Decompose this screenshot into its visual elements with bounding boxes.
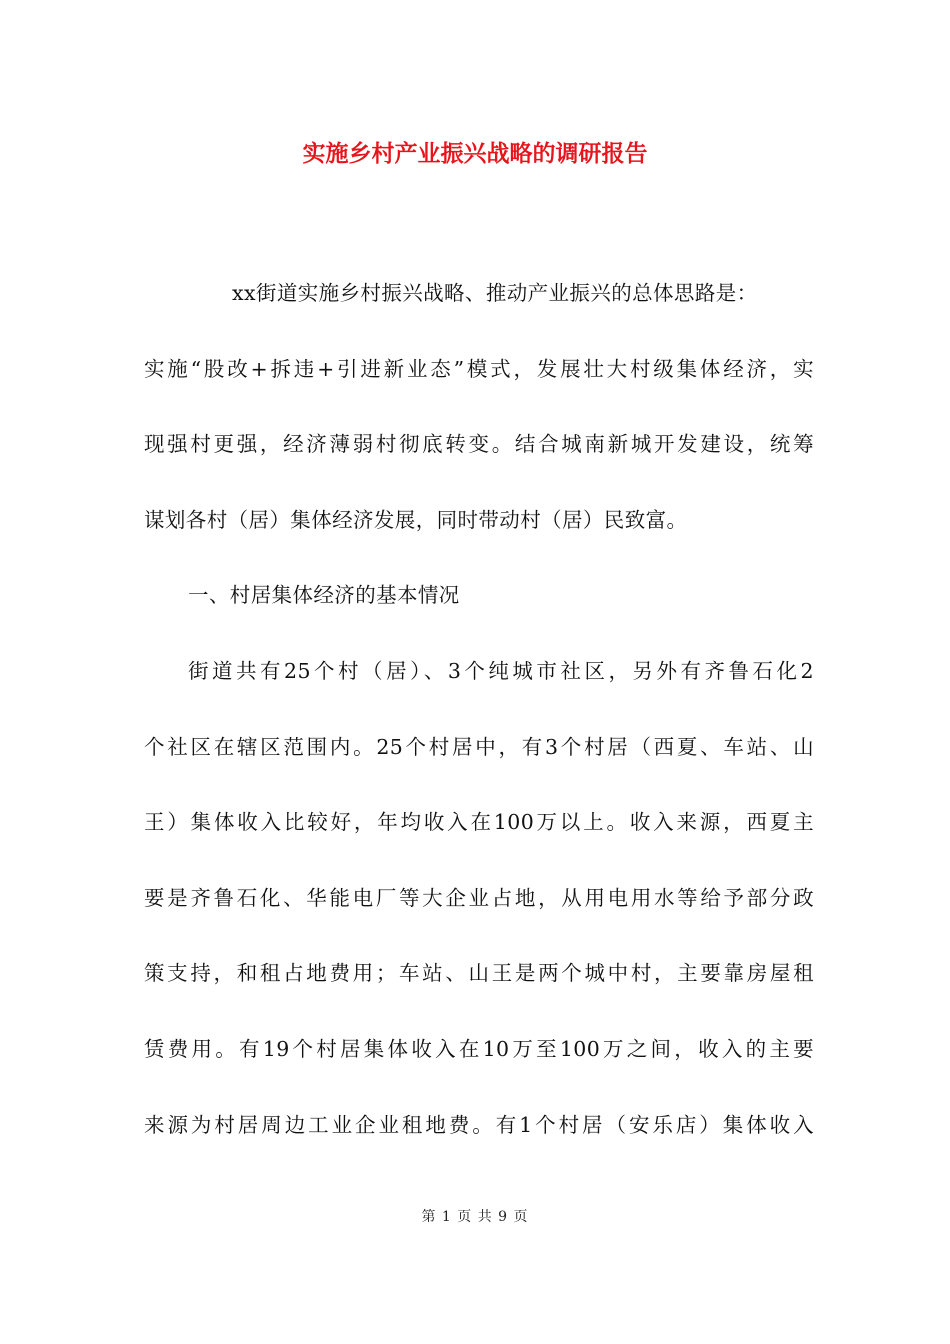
body-line: xx街道实施乡村振兴战略、推动产业振兴的总体思路是： bbox=[232, 281, 758, 305]
body-line: 街道共有25个村（居）、3个纯城市社区，另外有齐鲁石化2 bbox=[188, 658, 814, 683]
body-line: 王）集体收入比较好，年均收入在100万以上。收入来源，西夏主 bbox=[144, 810, 814, 835]
body-line: 现强村更强，经济薄弱村彻底转变。结合城南新城开发建设，统筹 bbox=[144, 432, 814, 457]
section-heading: 一、村居集体经济的基本情况 bbox=[188, 583, 460, 608]
body-line: 要是齐鲁石化、华能电厂等大企业占地，从用电用水等给予部分政 bbox=[144, 885, 814, 910]
body-line: 实施“股改+拆违+引进新业态”模式，发展壮大村级集体经济，实 bbox=[144, 356, 814, 381]
body-line: 个社区在辖区范围内。25个村居中，有3个村居（西夏、车站、山 bbox=[144, 734, 814, 759]
body-line: 来源为村居周边工业企业租地费。有1个村居（安乐店）集体收入 bbox=[144, 1112, 814, 1137]
body-line: 谋划各村（居）集体经济发展，同时带动村（居）民致富。 bbox=[144, 507, 688, 532]
body-line: 赁费用。有19个村居集体收入在10万至100万之间，收入的主要 bbox=[144, 1036, 814, 1061]
page-number: 第 1 页 共 9 页 bbox=[421, 1209, 529, 1225]
body-line: 策支持，和租占地费用；车站、山王是两个城中村，主要靠房屋租 bbox=[144, 961, 814, 986]
document-title: 实施乡村产业振兴战略的调研报告 bbox=[302, 140, 648, 167]
document-body bbox=[144, 275, 814, 1182]
